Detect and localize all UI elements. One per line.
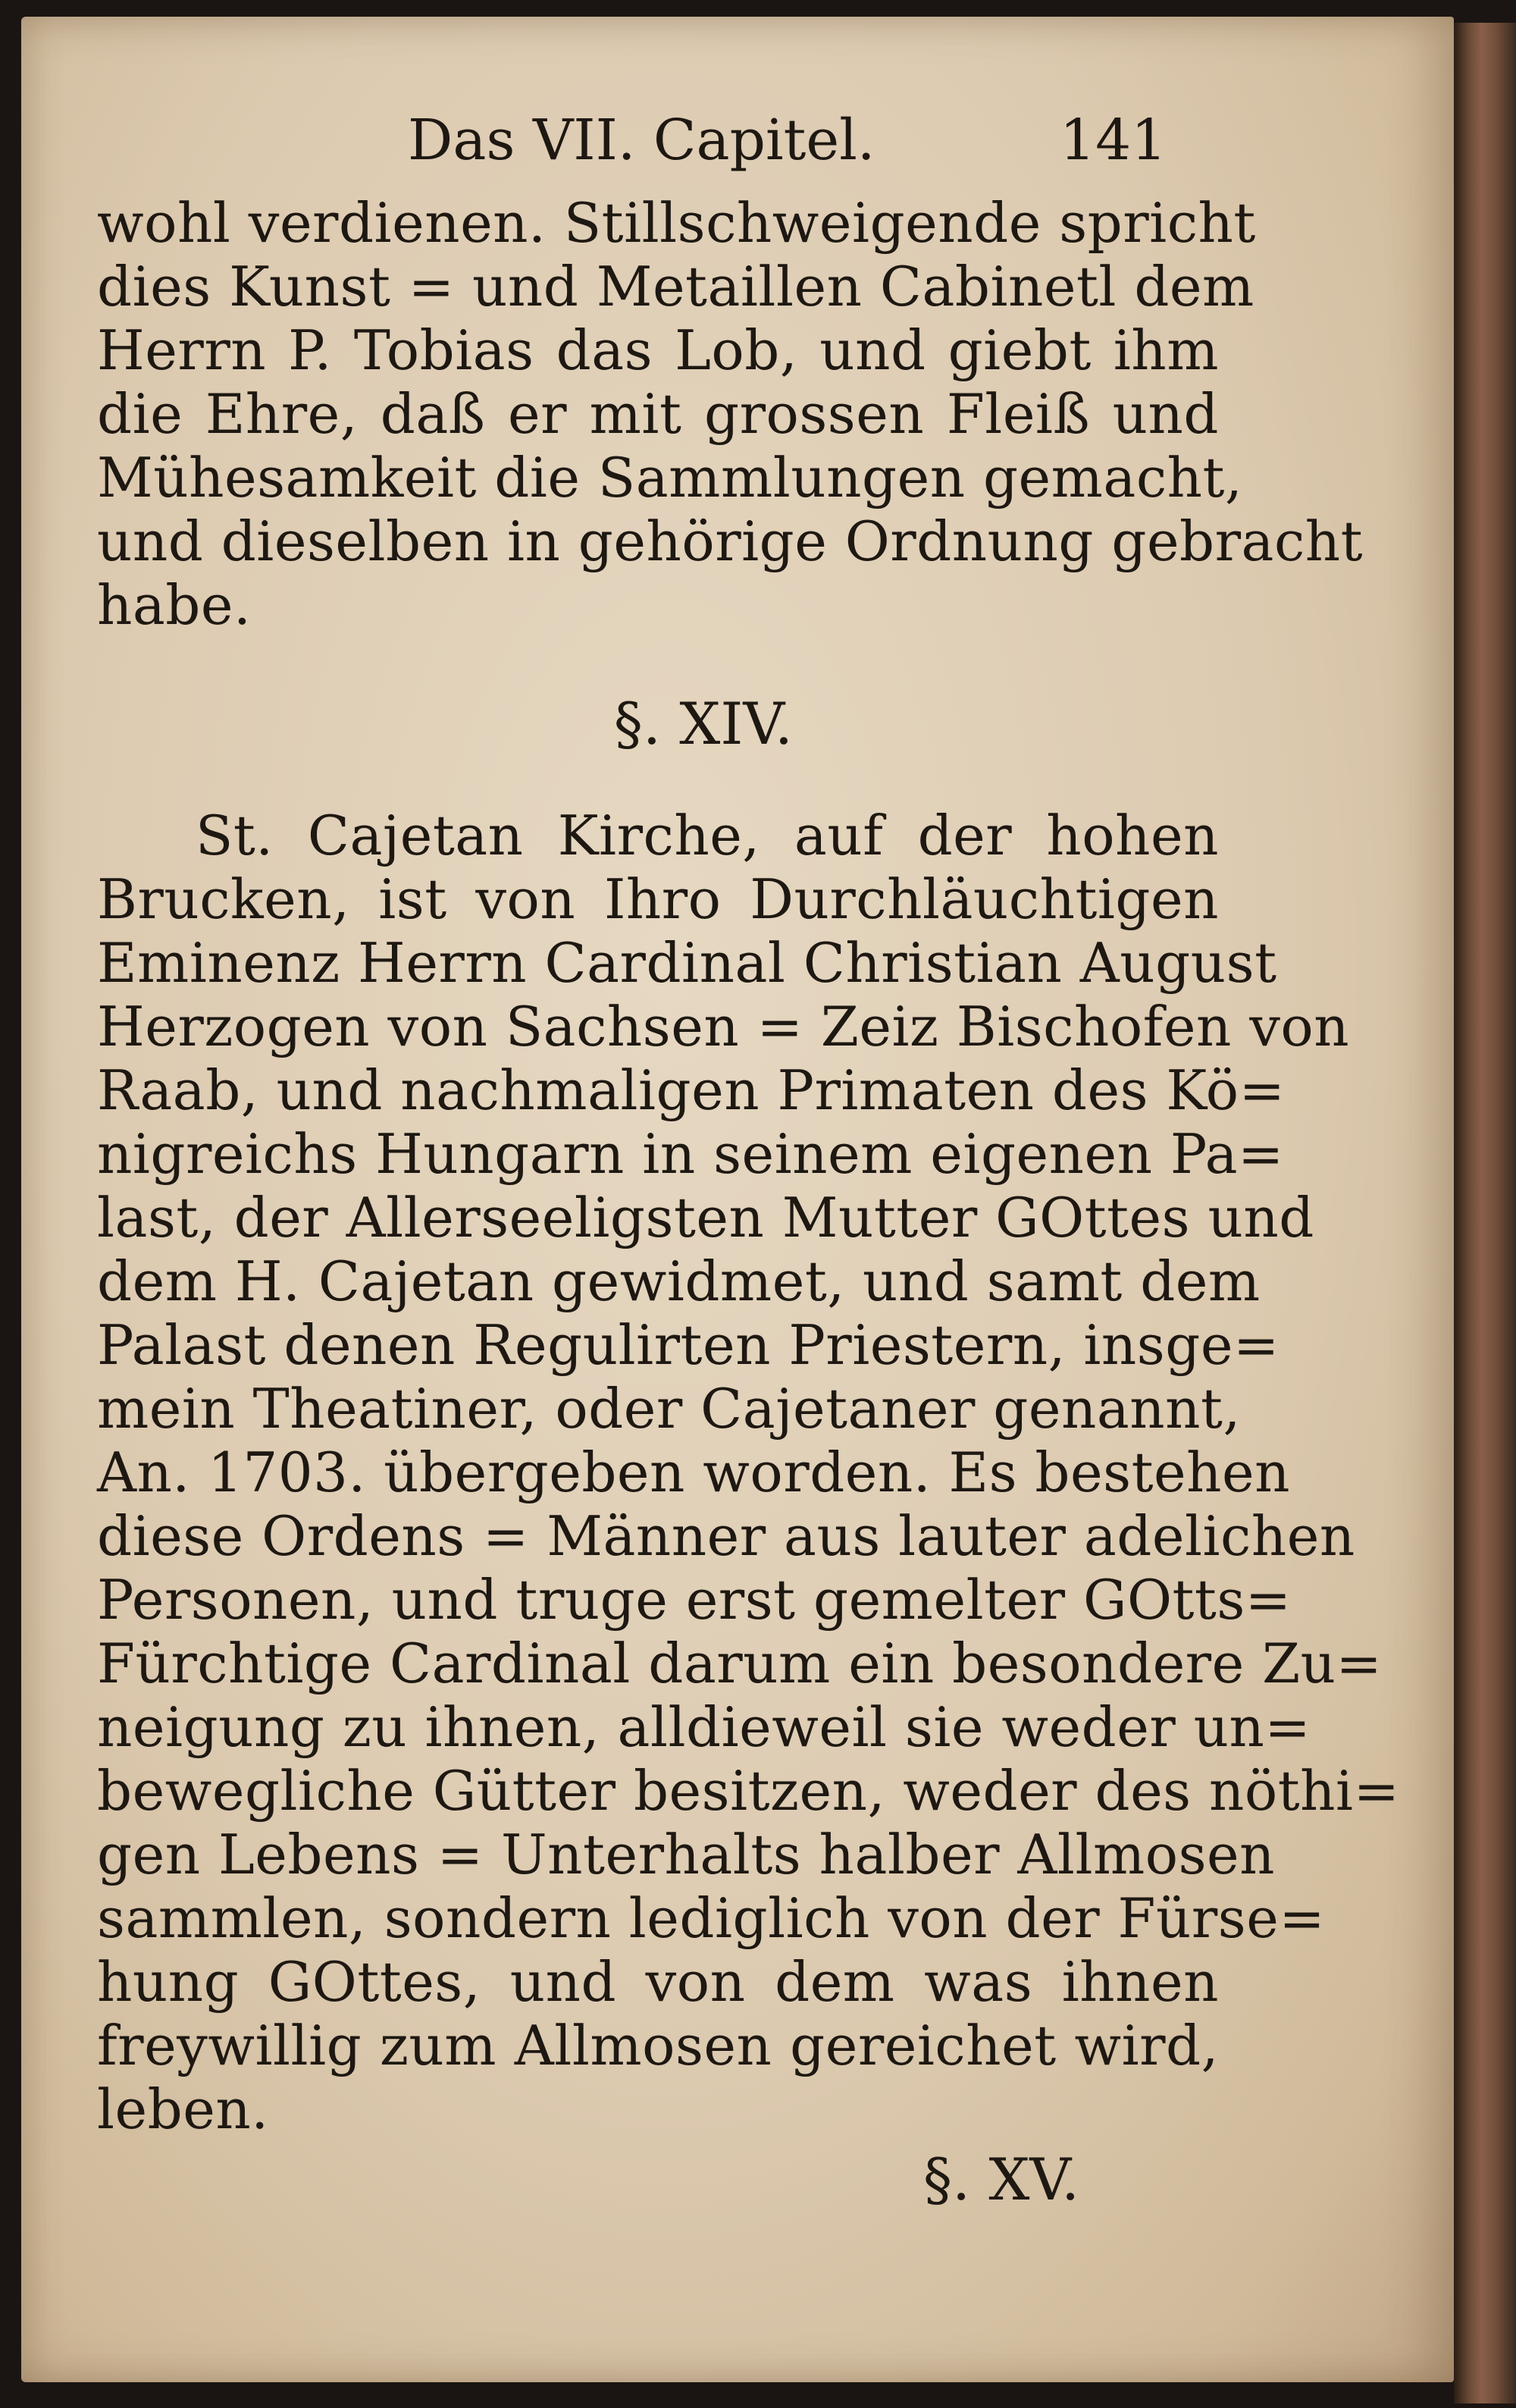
text-line: Raab, und nachmaligen Primaten des Kö= bbox=[97, 1058, 1286, 1122]
text-line: und dieselben in gehörige Ordnung gebracht bbox=[97, 510, 1364, 573]
book-page-edges bbox=[1454, 23, 1516, 2403]
paper-page bbox=[21, 17, 1454, 2382]
text-line: freywillig zum Allmosen gereichet wird, bbox=[97, 2014, 1219, 2077]
paragraph-continued bbox=[97, 191, 1364, 637]
text-line: Herrn P. Tobias das Lob, und giebt ihm bbox=[97, 318, 1219, 382]
text-line: St. Cajetan Kirche, auf der hohen bbox=[196, 804, 1219, 867]
text-line: Personen, und truge erst gemelter GOtts= bbox=[97, 1568, 1292, 1632]
text-line: leben. bbox=[97, 2077, 269, 2141]
text-line: Palast denen Regulirten Priestern, insge= bbox=[97, 1313, 1280, 1377]
text-block bbox=[97, 108, 1400, 2141]
text-line: hung GOttes, und von dem was ihnen bbox=[97, 1950, 1219, 2014]
text-line: neigung zu ihnen, alldieweil sie weder un= bbox=[97, 1695, 1311, 1759]
text-line: Brucken, ist von Ihro Durchläuchtigen bbox=[97, 867, 1219, 931]
text-line: Mühesamkeit die Sammlungen gemacht, bbox=[97, 446, 1243, 510]
page-number: 141 bbox=[1060, 108, 1167, 173]
section-heading: §. XIV. bbox=[613, 690, 794, 757]
text-line: bewegliche Gütter besitzen, weder des nöthi= bbox=[97, 1759, 1400, 1823]
text-line: Fürchtige Cardinal darum ein besondere Zu= bbox=[97, 1632, 1383, 1695]
text-line: die Ehre, daß er mit grossen Fleiß und bbox=[97, 382, 1219, 446]
text-line: mein Theatiner, oder Cajetaner genannt, bbox=[97, 1377, 1241, 1441]
running-title: Das VII. Capitel. bbox=[408, 108, 875, 173]
text-line: dem H. Cajetan gewidmet, und samt dem bbox=[97, 1249, 1261, 1313]
text-line: gen Lebens = Unterhalts halber Allmosen bbox=[97, 1823, 1276, 1886]
text-line: dies Kunst = und Metaillen Cabinetl dem bbox=[97, 255, 1254, 318]
text-line: habe. bbox=[97, 573, 252, 637]
text-line: last, der Allerseeligsten Mutter GOttes und bbox=[97, 1186, 1314, 1249]
running-header bbox=[97, 108, 1219, 191]
paragraph-section-xiv bbox=[97, 804, 1400, 2141]
catchword: §. XV. bbox=[923, 2146, 1080, 2213]
text-line: sammlen, sondern lediglich von der Fürse= bbox=[97, 1886, 1326, 1950]
text-line: Herzogen von Sachsen = Zeiz Bischofen von bbox=[97, 995, 1350, 1058]
text-line: wohl verdienen. Stillschweigende spricht bbox=[97, 191, 1256, 255]
text-line: An. 1703. übergeben worden. Es bestehen bbox=[97, 1441, 1290, 1504]
text-line: diese Ordens = Männer aus lauter adelichen bbox=[97, 1504, 1355, 1568]
text-line: nigreichs Hungarn in seinem eigenen Pa= bbox=[97, 1122, 1284, 1186]
text-line: Eminenz Herrn Cardinal Christian August bbox=[97, 931, 1277, 995]
